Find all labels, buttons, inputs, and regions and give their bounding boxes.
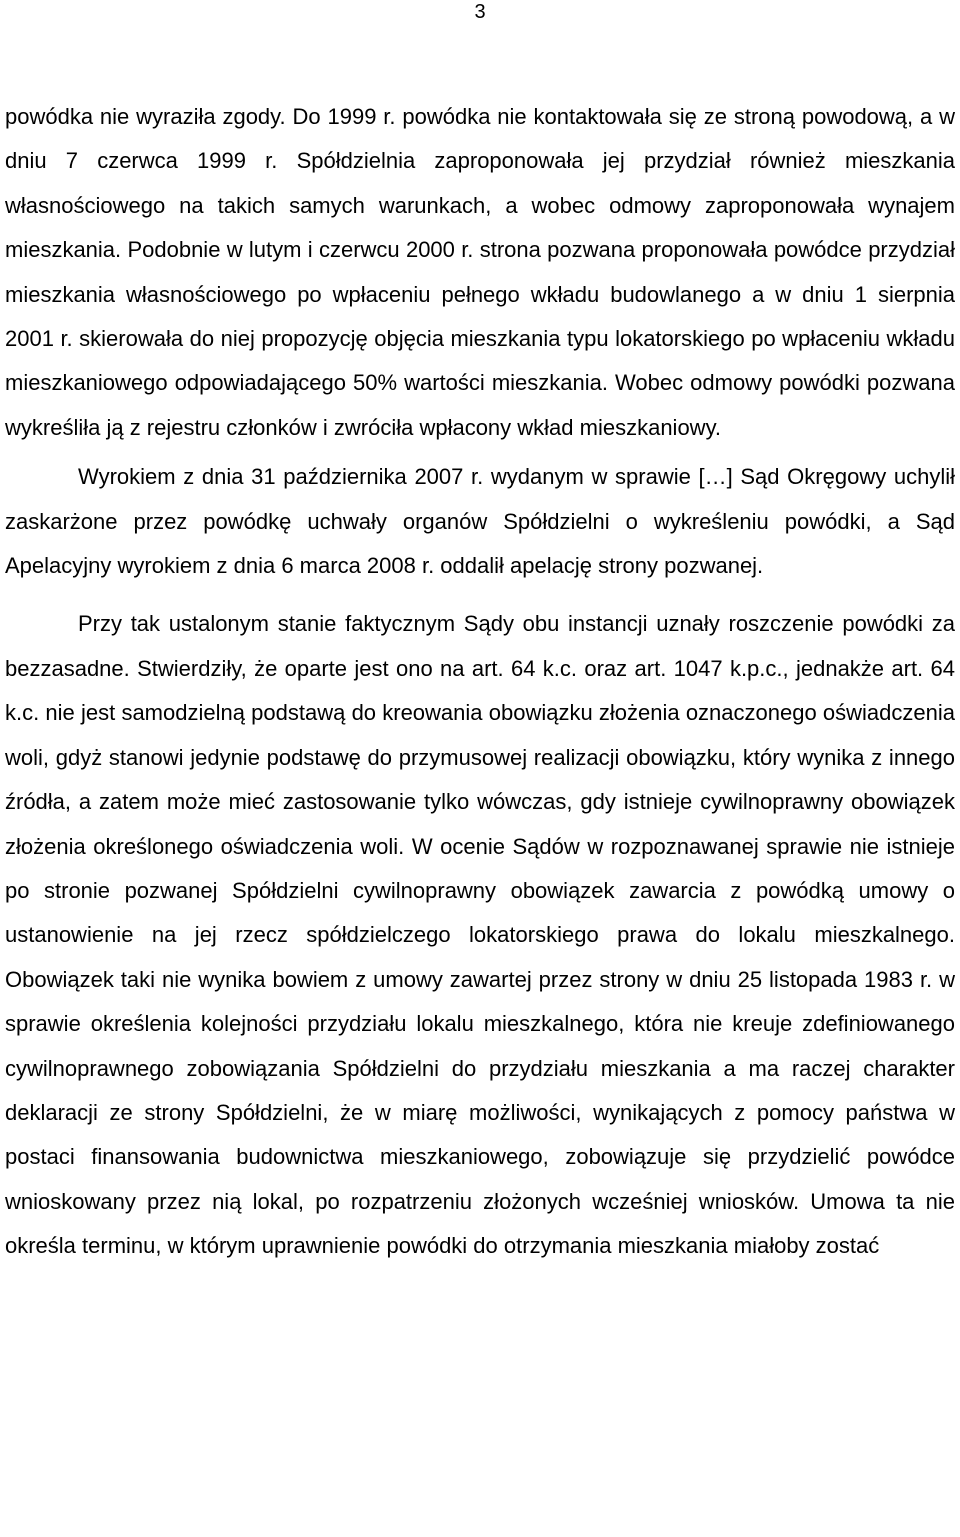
page-number: 3 bbox=[474, 1, 486, 23]
paragraph-3: Przy tak ustalonym stanie faktycznym Sądy obu instancji uznały roszczenie powódki za bezzasadne. Stwierdziły, że oparte jest ono na art. 64 k.c. oraz art. 1047 k.p.c., jednakże art. 64 k.c. nie jest samodzielną podstawą do kreowania obowiązku złożenia oznaczonego oświadczenia woli, gdyż stanowi jedynie podstawę do przymusowej realizacji obowiązku, który wynika z innego źródła, a zatem może mieć zastosowanie tylko wówczas, gdy istnieje cywilnoprawny obowiązek złożenia określonego oświadczenia woli. W ocenie Sądów w rozpoznawanej sprawie nie istnieje po stronie pozwanej Spółdzielni cywilnoprawny obowiązek zawarcia z powódką umowy o ustanowienie na jej rzecz spółdzielczego lokatorskiego prawa do lokalu mieszkalnego. Obowiązek taki nie wynika bowiem z umowy zawartej przez strony w dniu 25 listopada 1983 r. w sprawie określenia kolejności przydziału lokalu mieszkalnego, która nie kreuje zdefiniowanego cywilnoprawnego zobowiązania Spółdzielni do przydziału mieszkania a ma raczej charakter deklaracji ze strony Spółdzielni, że w miarę możliwości, wynikających z pomocy państwa w postaci finansowania budownictwa mieszkaniowego, zobowiązuje się przydzielić powódce wnioskowany przez nią lokal, po rozpatrzeniu złożonych wcześniej wniosków. Umowa ta nie określa terminu, w którym uprawnienie powódki do otrzymania mieszkania miałoby zostać bbox=[5, 611, 955, 1259]
paragraph-1: powódka nie wyraziła zgody. Do 1999 r. powódka nie kontaktowała się ze stroną powodową, a w dniu 7 czerwca 1999 r. Spółdzielnia zaproponowała jej przydział również mieszkania własnościowego na takich samych warunkach, a wobec odmowy zaproponowała wynajem mieszkania. Podobnie w lutym i czerwcu 2000 r. strona pozwana proponowała powódce przydział mieszkania własnościowego po wpłaceniu pełnego wkładu budowlanego a w dniu 1 sierpnia 2001 r. skierowała do niej propozycję objęcia mieszkania typu lokatorskiego po wpłaceniu wkładu mieszkaniowego odpowiadającego 50% wartości mieszkania. Wobec odmowy powódki pozwana wykreśliła ją z rejestru członków i zwróciła wpłacony wkład mieszkaniowy. bbox=[5, 104, 955, 440]
document-body bbox=[5, 95, 955, 1269]
paragraph-2: Wyrokiem z dnia 31 października 2007 r. wydanym w sprawie […] Sąd Okręgowy uchylił zaskarżone przez powódkę uchwały organów Spółdzielni o wykreśleniu powódki, a Sąd Apelacyjny wyrokiem z dnia 6 marca 2008 r. oddalił apelację strony pozwanej. bbox=[5, 464, 955, 579]
